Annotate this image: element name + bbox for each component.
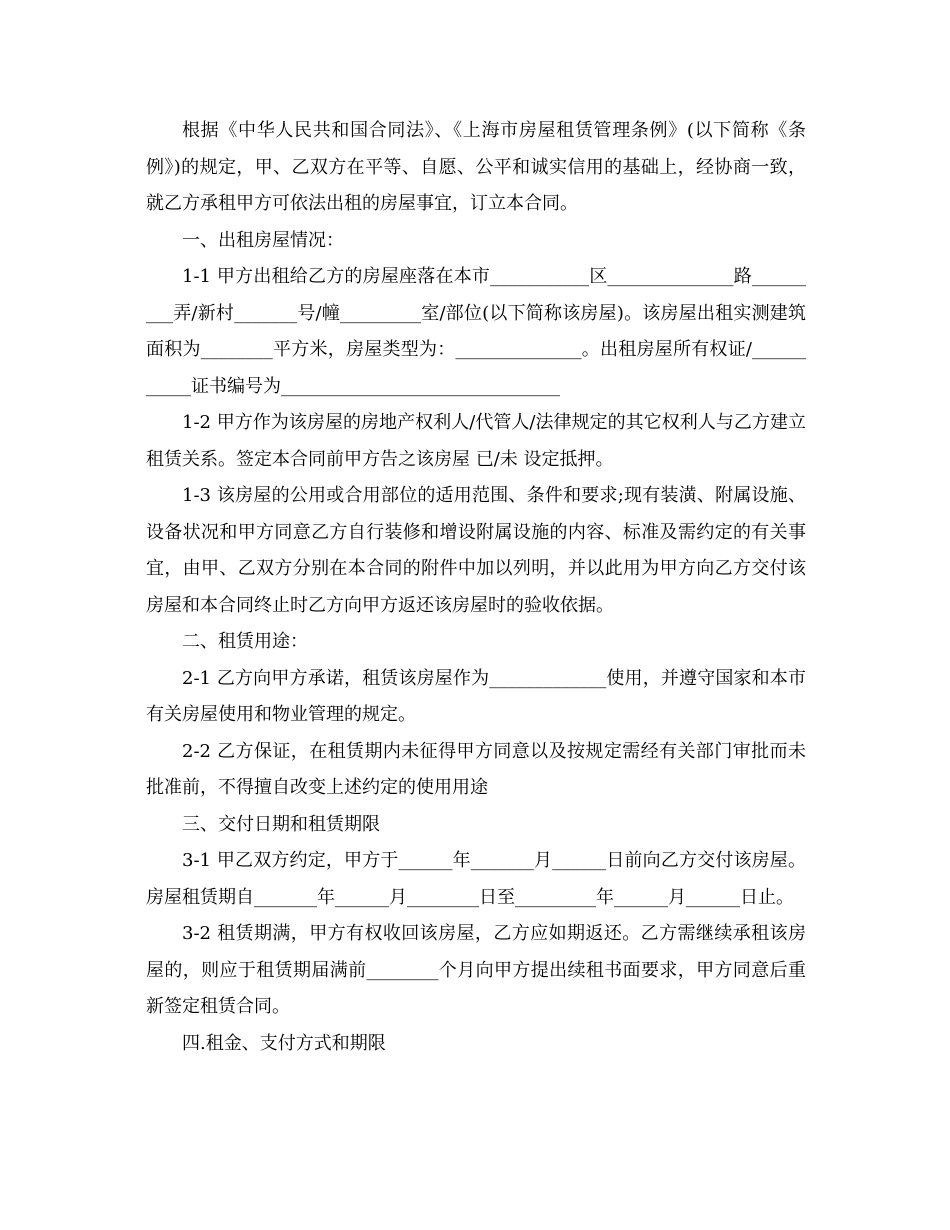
clause-2-2: 2-2 乙方保证，在租赁期内未征得甲方同意以及按规定需经有关部门审批而未批准前，不得擅自改变上述约定的使用用途 xyxy=(146,740,806,798)
clause-1-2: 1-2 甲方作为该房屋的房地产权利人/代管人/法律规定的其它权利人与乙方建立租赁关系。签定本合同前甲方告之该房屋 已/未 设定抵押。 xyxy=(146,412,806,470)
intro-paragraph: 根据《中华人民共和国合同法》、《上海市房屋租赁管理条例》(以下简称《条例》)的规定，甲、乙双方在平等、自愿、公平和诚实信用的基础上，经协商一致，就乙方承租甲方可依法出租的房屋事宜，订立本合同。 xyxy=(146,120,806,214)
section-4-heading: 四.租金、支付方式和期限 xyxy=(182,1032,386,1054)
clause-2-1: 2-1 乙方向甲方承诺，租赁该房屋作为_____________使用，并遵守国家和本市有关房屋使用和物业管理的规定。 xyxy=(146,667,806,725)
clause-3-2: 3-2 租赁期满，甲方有权收回该房屋，乙方应如期返还。乙方需继续承租该房屋的，则应于租赁期届满前________个月向甲方提出续租书面要求，甲方同意后重新签定租赁合同。 xyxy=(146,923,806,1017)
clause-1-1: 1-1 甲方出租给乙方的房屋座落在本市___________区______________路_________弄/新村_______号/幢_________室/部位(以下简称该房屋)。该房屋出租实测建筑面积为________平方米，房屋类型为：______________。出租房屋所有权证/___________证书编号为_______________________________ xyxy=(146,266,806,397)
section-2-heading: 二、租赁用途： xyxy=(182,631,308,652)
section-1-heading: 一、出租房屋情况： xyxy=(182,229,344,251)
contract-body xyxy=(146,113,806,1062)
section-3-heading: 三、交付日期和租赁期限 xyxy=(182,813,380,835)
clause-1-3: 1-3 该房屋的公用或合用部位的适用范围、条件和要求;现有装潢、附属设施、设备状况和甲方同意乙方自行装修和增设附属设施的内容、标准及需约定的有关事宜，由甲、乙双方分别在本合同的附件中加以列明，并以此用为甲方向乙方交付该房屋和本合同终止时乙方向甲方返还该房屋时的验收依据。 xyxy=(146,485,806,616)
clause-3-1: 3-1 甲乙双方约定，甲方于______年_______月______日前向乙方交付该房屋。房屋租赁期自_______年______月________日至_________年______月______日止。 xyxy=(146,850,806,908)
